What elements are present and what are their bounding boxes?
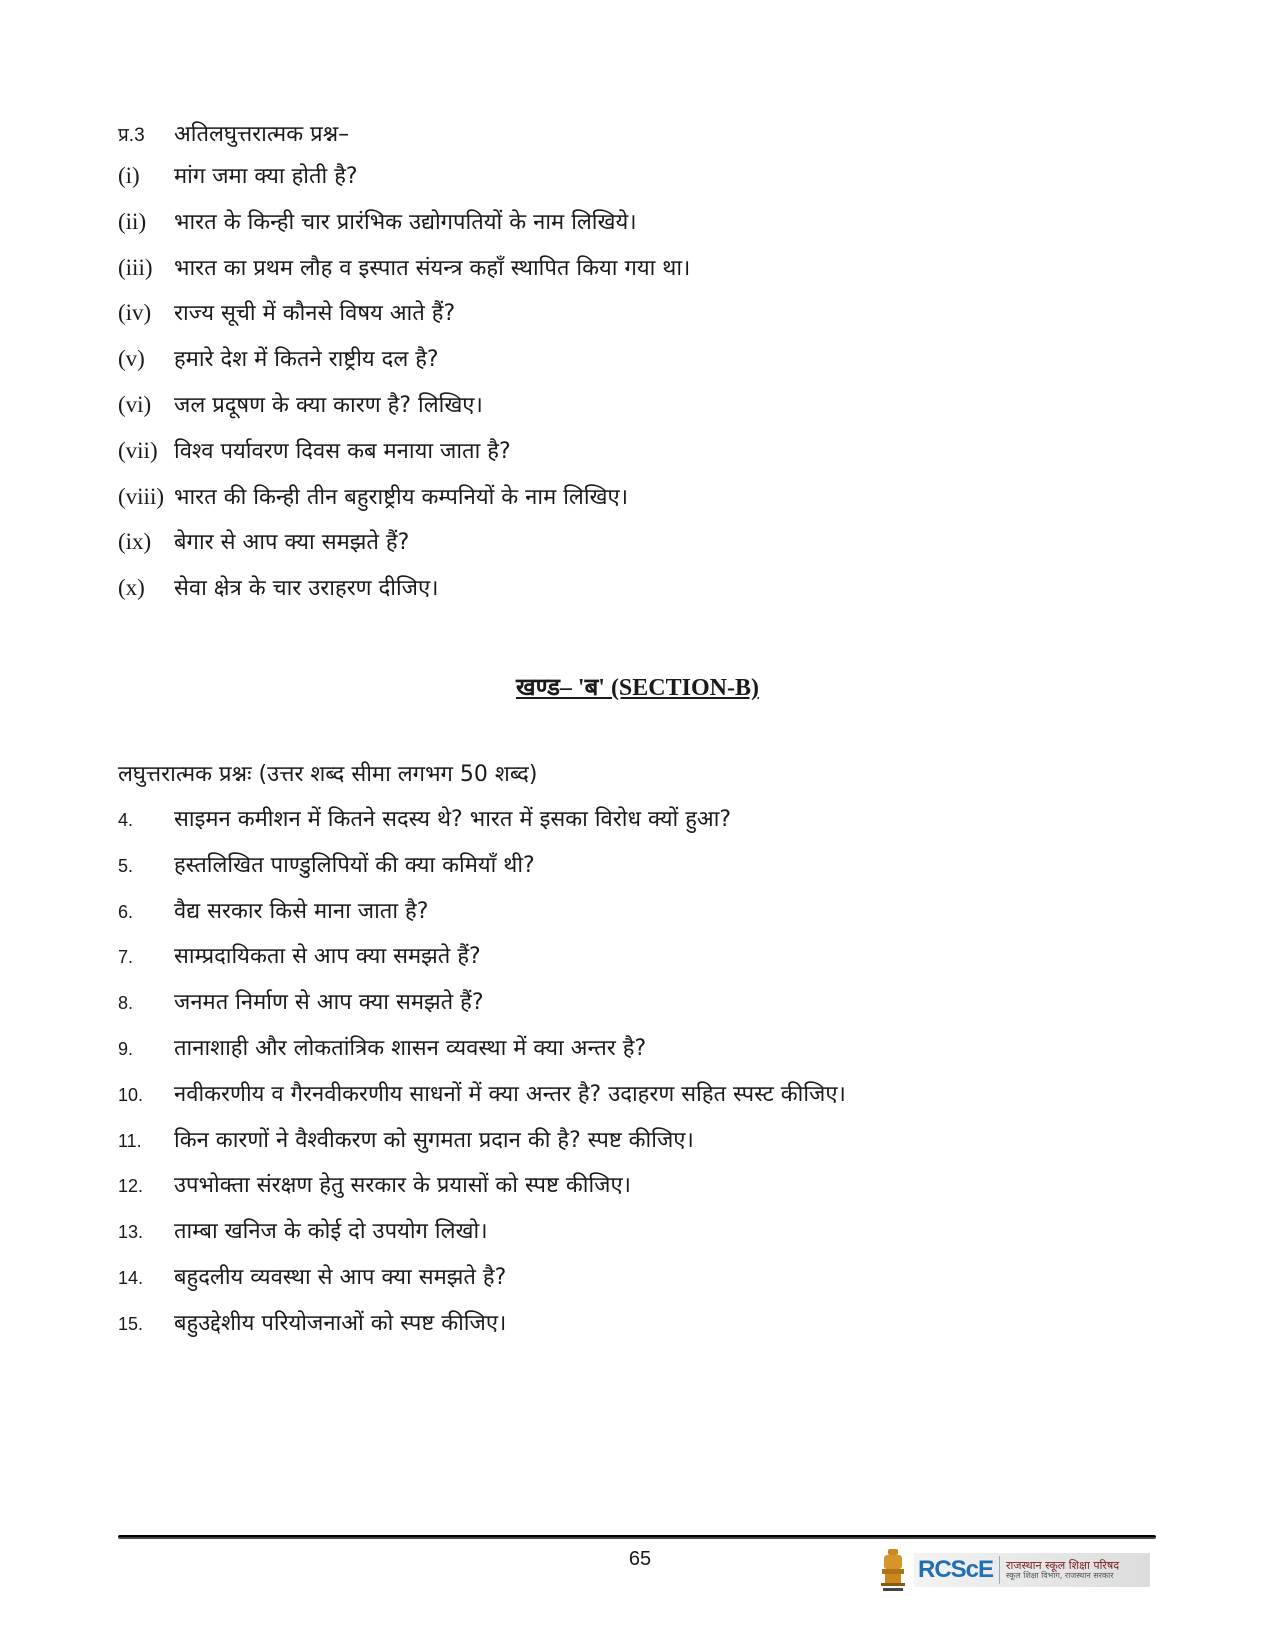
list-item bbox=[118, 1307, 846, 1353]
logo-acronym: RCScE bbox=[914, 1556, 1000, 1584]
logo-text bbox=[1000, 1560, 1119, 1581]
item-label: 8. bbox=[118, 993, 134, 1014]
item-text: मांग जमा क्या होती है? bbox=[174, 164, 358, 189]
item-text: बेगार से आप क्या समझते हैं? bbox=[174, 530, 410, 556]
item-label: (ix) bbox=[118, 529, 152, 555]
list-item bbox=[118, 526, 690, 572]
list-item bbox=[118, 1078, 846, 1124]
logo-line-2: स्कूल शिक्षा विभाग, राजस्थान सरकार bbox=[1006, 1570, 1114, 1580]
item-text: वैद्य सरकार किसे माना जाता है? bbox=[174, 898, 429, 924]
section-b-list bbox=[118, 803, 846, 1353]
question-number: प्र.3 bbox=[118, 125, 145, 146]
list-item bbox=[118, 343, 690, 389]
item-text: भारत की किन्ही तीन बहुराष्ट्रीय कम्पनियों के नाम लिखिए। bbox=[174, 484, 629, 510]
list-item bbox=[118, 1169, 846, 1215]
item-label: (iv) bbox=[118, 300, 152, 326]
item-label: 4. bbox=[118, 810, 134, 830]
rcsce-logo bbox=[878, 1545, 1156, 1595]
item-text: बहुदलीय व्यवस्था से आप क्या समझते है? bbox=[174, 1264, 507, 1290]
item-text: उपभोक्ता संरक्षण हेतु सरकार के प्रयासों को स्पष्ट कीजिए। bbox=[174, 1173, 631, 1199]
list-item bbox=[118, 1032, 846, 1078]
item-label: 13. bbox=[118, 1222, 144, 1243]
list-item bbox=[118, 1124, 846, 1170]
list-item bbox=[118, 206, 690, 252]
item-text: बहुउद्देशीय परियोजनाओं को स्पष्ट कीजिए। bbox=[174, 1310, 507, 1336]
list-item bbox=[118, 986, 846, 1032]
item-text: सेवा क्षेत्र के चार उराहरण दीजिए। bbox=[174, 576, 439, 602]
list-item bbox=[118, 389, 690, 435]
item-label: (x) bbox=[118, 575, 145, 601]
list-item bbox=[118, 803, 846, 849]
item-label: (viii) bbox=[118, 483, 164, 509]
item-text: जल प्रदूषण के क्या कारण है? लिखिए। bbox=[174, 392, 483, 418]
question-3-list bbox=[118, 160, 690, 618]
list-item bbox=[118, 572, 690, 618]
list-item bbox=[118, 297, 690, 343]
question-3-heading bbox=[118, 118, 349, 148]
item-text: राज्य सूची में कौनसे विषय आते हैं? bbox=[174, 301, 456, 327]
item-text: भारत के किन्ही चार प्रारंभिक उद्योगपतियों के नाम लिखिये। bbox=[174, 209, 637, 235]
list-item bbox=[118, 895, 846, 941]
item-label: (ii) bbox=[118, 208, 147, 234]
footer-divider bbox=[118, 1535, 1156, 1539]
list-item bbox=[118, 435, 690, 481]
item-label: 12. bbox=[118, 1176, 144, 1197]
logo-banner bbox=[914, 1553, 1150, 1587]
item-label: (vii) bbox=[118, 437, 158, 463]
logo-line-1: राजस्थान स्कूल शिक्षा परिषद bbox=[1006, 1558, 1120, 1572]
list-item bbox=[118, 1215, 846, 1261]
item-label: (i) bbox=[118, 163, 140, 188]
section-b-title: खण्ड– 'ब' (SECTION-B) bbox=[516, 675, 759, 701]
item-label: (vi) bbox=[118, 391, 152, 417]
item-label: (iii) bbox=[118, 254, 153, 280]
item-label: 7. bbox=[118, 947, 134, 968]
item-text: तानाशाही और लोकतांत्रिक शासन व्यवस्था में क्या अन्तर है? bbox=[174, 1035, 647, 1061]
item-label: 11. bbox=[118, 1130, 142, 1151]
item-label: 15. bbox=[118, 1313, 144, 1334]
list-item bbox=[118, 1261, 846, 1307]
item-label: (v) bbox=[118, 346, 145, 372]
list-item bbox=[118, 160, 690, 206]
item-text: जनमत निर्माण से आप क्या समझते हैं? bbox=[174, 990, 484, 1016]
state-emblem-icon bbox=[878, 1547, 908, 1593]
item-label: 9. bbox=[118, 1038, 134, 1059]
item-text: भारत का प्रथम लौह व इस्पात संयन्त्र कहाँ स्थापित किया गया था। bbox=[174, 255, 691, 281]
list-item bbox=[118, 940, 846, 986]
question-title: अतिलघुत्तरात्मक प्रश्न– bbox=[174, 122, 350, 147]
item-label: 10. bbox=[118, 1084, 144, 1105]
item-label: 14. bbox=[118, 1267, 144, 1288]
item-text: नवीकरणीय व गैरनवीकरणीय साधनों में क्या अन्तर है? उदाहरण सहित स्पस्ट कीजिए। bbox=[174, 1081, 846, 1107]
item-text: किन कारणों ने वैश्वीकरण को सुगमता प्रदान की है? स्पष्ट कीजिए। bbox=[174, 1127, 694, 1153]
item-text: हमारे देश में कितने राष्ट्रीय दल है? bbox=[174, 347, 439, 373]
item-label: 5. bbox=[118, 855, 134, 876]
list-item bbox=[118, 849, 846, 895]
item-text: साम्प्रदायिकता से आप क्या समझते हैं? bbox=[174, 944, 481, 970]
item-text: विश्व पर्यावरण दिवस कब मनाया जाता है? bbox=[174, 438, 511, 464]
item-text: हस्तलिखित पाण्डुलिपियों की क्या कमियाँ थी? bbox=[174, 852, 535, 878]
item-text: साइमन कमीशन में कितने सदस्य थे? भारत में इसका विरोध क्यों हुआ? bbox=[174, 807, 732, 832]
list-item bbox=[118, 252, 690, 298]
list-item bbox=[118, 481, 690, 527]
item-label: 6. bbox=[118, 901, 134, 922]
page-number: 65 bbox=[628, 1548, 652, 1570]
section-b-intro: लघुत्तरात्मक प्रश्नः (उत्तर शब्द सीमा लगभग 50 शब्द) bbox=[118, 762, 538, 787]
item-text: ताम्बा खनिज के कोई दो उपयोग लिखो। bbox=[174, 1219, 488, 1245]
